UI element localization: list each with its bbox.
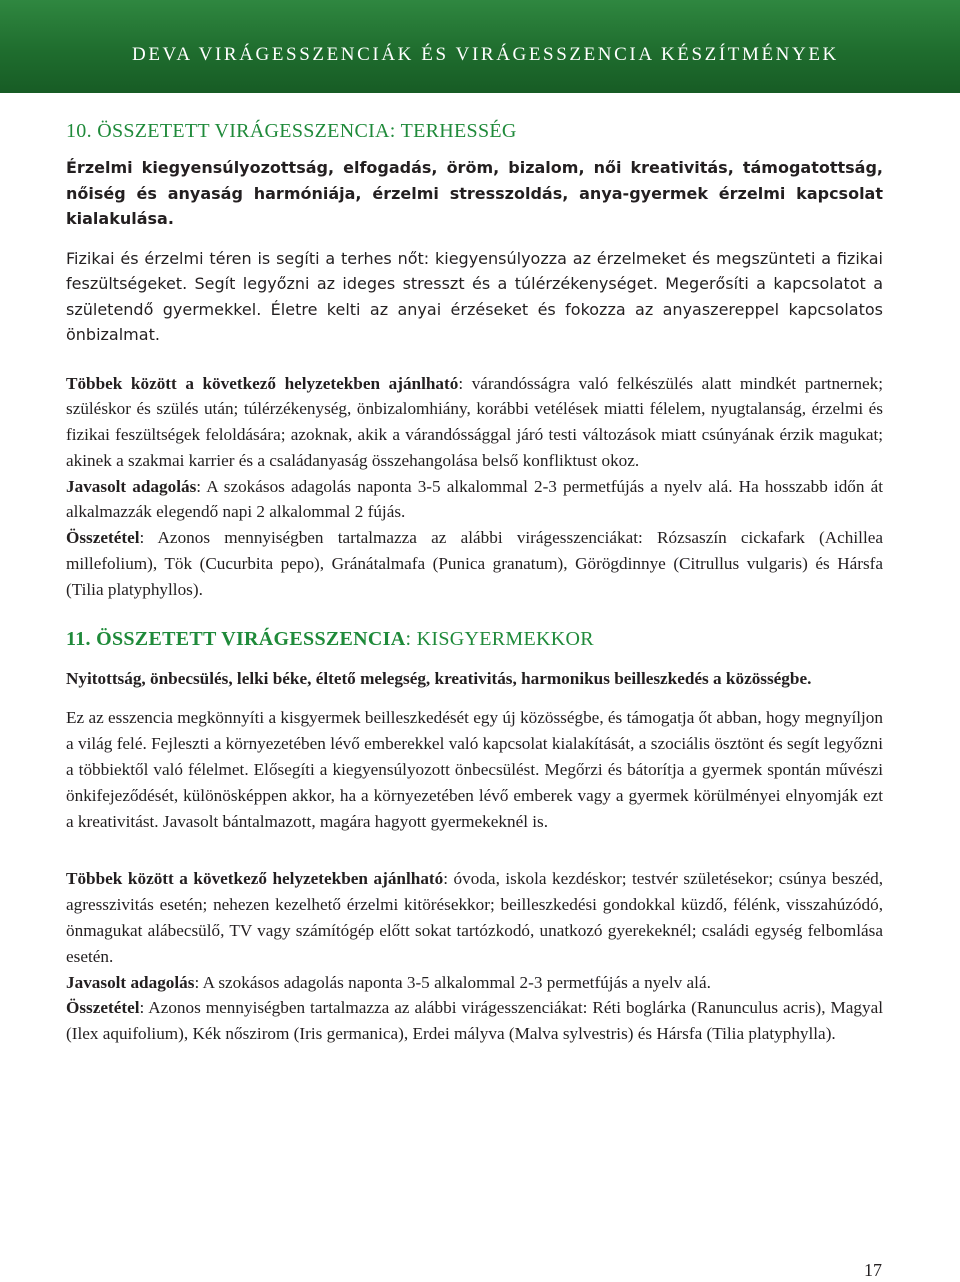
section-11-heading-suffix: : KISGYERMEKKOR xyxy=(405,627,594,650)
section-11-dosage-label: Javasolt adagolás xyxy=(66,972,195,992)
section-10-heading-text: ÖSSZETETT VIRÁGESSZENCIA: TERHESSÉG xyxy=(91,120,517,142)
section-11-summary: Nyitottság, önbecsülés, lelki béke, éltető melegség, kreativitás, harmonikus beilleszkedés a közösségbe. xyxy=(66,668,812,688)
section-11-recommended-text: : óvoda, iskola kezdéskor; testvér születésekor; csúnya beszéd, agresszivitás esetén; nehezen kezelhető érzelmi kitörésekkor; beilleszkedési gondokkal küzdő, félénk, visszahúzódó, önmagukat alábecsülő, TV vagy számítógép előtt sokat tartózkodó, unatkozó gyerekeknél; családi egység felbomlása esetén. xyxy=(66,869,883,966)
section-10-composition-text: : Azonos mennyiségben tartalmazza az alábbi virágesszenciákat: Rózsaszín cickafark (Achillea millefolium), Tök (Cucurbita pepo), Gránátalmafa (Punica granatum), Görögdinnye (Citrullus vulgaris) és Hársfa (Tilia platyphyllos). xyxy=(66,528,883,599)
section-11-composition-label: Összetétel xyxy=(66,998,140,1018)
page-number: 17 xyxy=(864,1260,882,1280)
section-11-heading xyxy=(66,626,883,652)
section-10-dosage xyxy=(66,474,883,526)
section-10-dosage-text: : A szokásos adagolás naponta 3-5 alkalommal 2-3 permetfújás a nyelv alá. Ha hosszabb időn át alkalmazzák elegendő napi 2 alkalommal 2 fújás. xyxy=(66,476,883,522)
section-10-composition-label: Összetétel xyxy=(66,528,140,548)
page-content xyxy=(66,118,883,1047)
section-11-recommended-label: Többek között a következő helyzetekben ajánlható xyxy=(66,869,444,889)
section-10-heading xyxy=(66,118,883,144)
section-10-recommended-text: : várandósságra való felkészülés alatt mindkét partnernek; szüléskor és szülés után; túlérzékenység, önbizalomhiány, korábbi vetélések miatti félelem, nyugtalanság, érzelmi és fizikai feszültségek feloldására; azoknak, akik a várandóssággal járó testi változások miatt csúnyának érzik magukat; akinek a szakmai karrier és a családanyaság összehangolása belső konfliktust okoz. xyxy=(66,373,883,470)
section-11-dosage-text: : A szokásos adagolás naponta 3-5 alkalommal 2-3 permetfújás a nyelv alá. xyxy=(194,972,711,992)
section-11-dosage xyxy=(66,970,883,996)
section-10-description: Fizikai és érzelmi téren is segíti a terhes nőt: kiegyensúlyozza az érzelmeket és megszünteti a fizikai feszültségeket. Segít legyőzni az ideges stresszt és a túlérzékenységet. Megerősíti a kapcsolatot a születendő gyermekkel. Életre kelti az anyai érzéseket és fokozza az anyaszereppel kapcsolatos önbizalmat. xyxy=(66,248,883,344)
section-11-description: Ez az esszencia megkönnyíti a kisgyermek beilleszkedését egy új közösségbe, és támogatja őt abban, hogy megnyíljon a világ felé. Fejleszti a környezetében lévő emberekkel való kapcsolat kialakítását, a szociális ösztönt és segít legyőzni a többiektől való félelmet. Elősegíti a kiegyensúlyozott önbecsülést. Megőrzi és bátorítja a gyermek spontán művészi önkifejeződését, különösképpen akkor, ha a környezetében lévő emberek vagy a gyermek körülményei elnyomják ezt a kreativitást. Javasolt bántalmazott, magára hagyott gyermekeknél is. xyxy=(66,708,883,831)
section-10-summary: Érzelmi kiegyensúlyozottság, elfogadás, öröm, bizalom, női kreativitás, támogatottság, nőiség és anyaság harmóniája, érzelmi stresszoldás, anya-gyermek érzelmi kapcsolat kialakulása. xyxy=(66,158,883,228)
header-title: DEVA VIRÁGESSZENCIÁK ÉS VIRÁGESSZENCIA KÉSZÍTMÉNYEK xyxy=(132,44,839,65)
section-11-composition-text: : Azonos mennyiségben tartalmazza az alábbi virágesszenciákat: Réti boglárka (Ranunculus acris), Magyal (Ilex aquifolium), Kék nőszirom (Iris germanica), Erdei mályva (Malva sylvestris) és Hársfa (Tilia platyphylla). xyxy=(66,998,883,1044)
section-10-recommended-label: Többek között a következő helyzetekben ajánlható xyxy=(66,373,459,393)
section-10-composition xyxy=(66,525,883,602)
section-10-dosage-label: Javasolt adagolás xyxy=(66,476,197,496)
section-11-heading-prefix: 11. ÖSSZETETT VIRÁGESSZENCIA xyxy=(66,627,406,650)
section-10-heading-number: 10. xyxy=(66,120,92,142)
section-10-recommended xyxy=(66,371,883,474)
header-banner xyxy=(0,0,960,93)
section-11-composition xyxy=(66,995,883,1047)
section-11-recommended xyxy=(66,866,883,969)
